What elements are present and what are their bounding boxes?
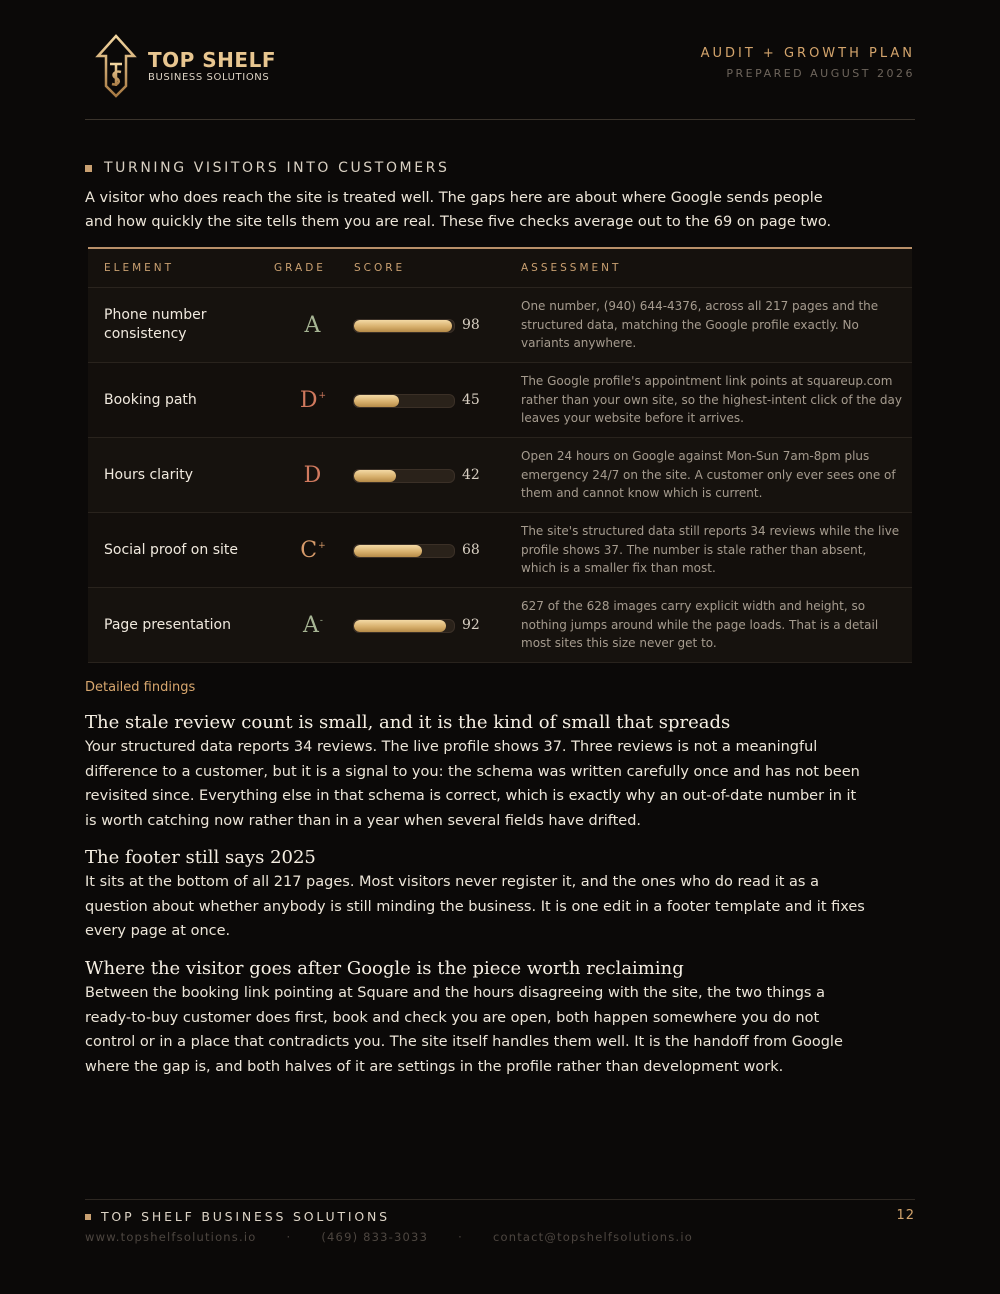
logo-name: TOP SHELF xyxy=(148,47,276,72)
table-row xyxy=(88,288,912,363)
footer-brand xyxy=(85,1209,390,1224)
assessment-text: 627 of the 628 images carry explicit width and height, so nothing jumps around while the page loads. That is a detail most sites this size never get to. xyxy=(521,599,879,651)
score-bar xyxy=(353,619,455,633)
footer-divider xyxy=(85,1199,915,1200)
score-bar-fill xyxy=(354,470,396,482)
footer-separator: · xyxy=(458,1230,463,1244)
finding-google-handoff xyxy=(85,957,865,1079)
grade-letter xyxy=(288,363,338,437)
grade-value: C xyxy=(300,537,318,563)
column-header-score: SCORE xyxy=(354,262,406,274)
grade-letter xyxy=(288,513,338,587)
grade-modifier: + xyxy=(318,391,327,401)
score-value: 42 xyxy=(462,467,480,483)
assessment-text: One number, (940) 644-4376, across all 217 pages and the structured data, matching the Google profile exactly. No variants anywhere. xyxy=(521,299,879,351)
section-heading-text: TURNING VISITORS INTO CUSTOMERS xyxy=(104,160,450,176)
table-row xyxy=(88,363,912,438)
element-name: Phone number consistency xyxy=(104,307,207,342)
finding-body: Your structured data reports 34 reviews. The live profile shows 37. Three reviews is not a meaningful difference to a customer, but it is a signal to you: the schema was written carefully once and has not been revisited since. Everything else in that schema is correct, which is exactly why an out-of-date number in it is worth catching now rather than in a year when several fields have drifted. xyxy=(85,739,860,829)
finding-title: The footer still says 2025 xyxy=(85,847,316,868)
grade-value: D xyxy=(299,387,318,413)
logo-mark-icon xyxy=(88,34,144,98)
scorecard-table xyxy=(88,247,912,663)
assessment-text: Open 24 hours on Google against Mon-Sun 7am-8pm plus emergency 24/7 on the site. A customer only ever sees one of them and cannot know which is current. xyxy=(521,449,896,501)
footer-phone[interactable]: (469) 833-3033 xyxy=(321,1230,429,1244)
element-name: Hours clarity xyxy=(104,466,194,483)
column-header-element: ELEMENT xyxy=(104,262,175,274)
assessment-text: The Google profile's appointment link points at squareup.com rather than your own site, so the highest-intent click of the day leaves your website before it arrives. xyxy=(521,374,902,426)
company-logo xyxy=(88,34,276,98)
score-bar-fill xyxy=(354,620,446,632)
grade-letter xyxy=(288,288,338,362)
grade-value: D xyxy=(303,462,322,488)
score-bar xyxy=(353,544,455,558)
table-row xyxy=(88,438,912,513)
score-bar xyxy=(353,319,455,333)
document-title: AUDIT + GROWTH PLAN xyxy=(700,46,915,61)
grade-letter xyxy=(288,438,338,512)
finding-body: It sits at the bottom of all 217 pages. Most visitors never register it, and the ones who do read it as a question about whether anybody is still minding the business. It is one edit in a footer template and it fixes every page at once. xyxy=(85,874,865,939)
assessment-text: The site's structured data still reports 34 reviews while the live profile shows 37. The number is stale rather than absent, which is a smaller fix than most. xyxy=(521,524,900,576)
grade-value: A xyxy=(304,312,321,338)
table-header xyxy=(88,249,912,288)
footer-email-link[interactable]: contact@topshelfsolutions.io xyxy=(492,1230,693,1244)
document-date: PREPARED AUGUST 2026 xyxy=(726,67,915,80)
table-row xyxy=(88,588,912,663)
score-bar-fill xyxy=(354,545,422,557)
score-value: 98 xyxy=(462,317,480,333)
finding-footer-year xyxy=(85,846,865,944)
footer-website-link[interactable]: www.topshelfsolutions.io xyxy=(85,1230,257,1244)
page-number: 12 xyxy=(896,1208,915,1223)
score-value: 45 xyxy=(462,392,480,408)
score-bar-fill xyxy=(354,395,399,407)
element-name: Social proof on site xyxy=(104,541,238,558)
score-bar xyxy=(353,469,455,483)
findings-label: Detailed findings xyxy=(85,680,196,695)
score-value: 92 xyxy=(462,617,480,633)
logo-subtitle: BUSINESS SOLUTIONS xyxy=(148,71,270,83)
footer-contacts xyxy=(85,1230,693,1244)
section-intro: A visitor who does reach the site is treated well. The gaps here are about where Google sends people and how quickly the site tells them you are real. These five checks average out to the 69 on page two. xyxy=(85,190,832,230)
finding-body: Between the booking link pointing at Square and the hours disagreeing with the site, the two things a ready-to-buy customer does first, book and check you are open, both happen somewhere you do not control or in a place that contradicts you. The site itself handles them well. It is the handoff from Google where the gap is, and both halves of it are settings in the profile rather than development work. xyxy=(85,985,843,1075)
footer-brand-text: TOP SHELF BUSINESS SOLUTIONS xyxy=(101,1209,390,1224)
score-bar-fill xyxy=(354,320,452,332)
table-body xyxy=(88,288,912,663)
score-value: 68 xyxy=(462,542,480,558)
header-divider xyxy=(85,119,915,120)
finding-title: The stale review count is small, and it is the kind of small that spreads xyxy=(85,712,731,733)
finding-review-count xyxy=(85,711,865,833)
grade-modifier: - xyxy=(319,616,323,626)
finding-title: Where the visitor goes after Google is the piece worth reclaiming xyxy=(85,958,684,979)
footer-separator: · xyxy=(286,1230,292,1244)
section-heading xyxy=(85,160,450,176)
element-name: Booking path xyxy=(104,391,197,408)
column-header-grade: GRADE xyxy=(274,262,326,274)
table-row xyxy=(88,513,912,588)
score-bar xyxy=(353,394,455,408)
bullet-square-icon xyxy=(85,1214,91,1220)
bullet-square-icon xyxy=(85,165,92,172)
grade-letter xyxy=(288,588,338,662)
grade-value: A xyxy=(303,612,319,638)
element-name: Page presentation xyxy=(104,616,231,633)
column-header-assessment: ASSESSMENT xyxy=(521,262,622,274)
page-header xyxy=(85,30,915,120)
grade-modifier: + xyxy=(318,541,326,551)
